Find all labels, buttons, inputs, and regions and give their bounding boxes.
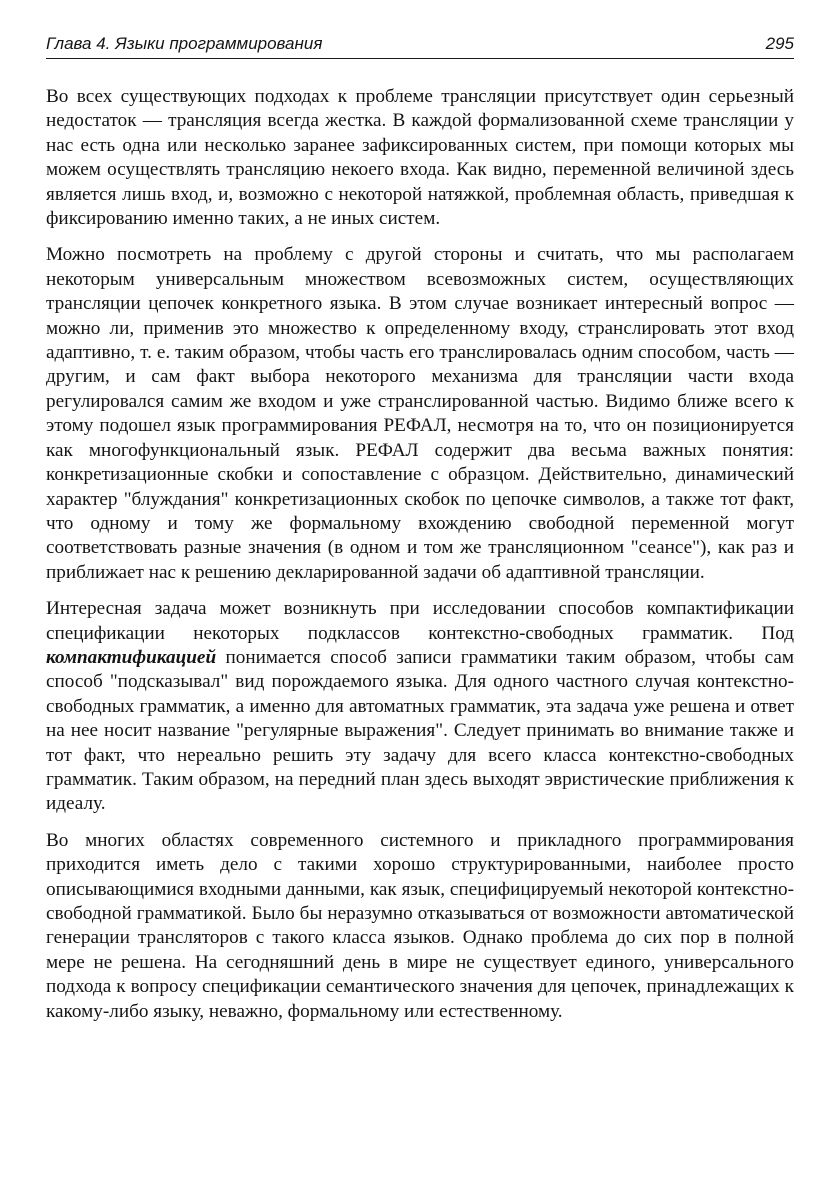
running-head <box>46 34 794 59</box>
chapter-title: Глава 4. Языки программирования <box>46 34 323 53</box>
paragraph-3-start: Интересная задача может возникнуть при исследовании способов компактификации спецификации некоторых подклассов контекстно-свободных грамматик. Под <box>46 598 794 644</box>
page-number: 295 <box>765 34 794 53</box>
defined-term: компактификацией <box>46 646 217 668</box>
paragraph-3 <box>46 597 794 817</box>
paragraph-4: Во многих областях современного системного и прикладного программирования приходится иметь дело с такими хорошо структурированными, наиболее просто описывающимися входными данными, как язык, специфицируемый некоторой контекстно-свободной грамматикой. Было бы неразумно отказываться от возможности автоматической генерации трансляторов с такого класса языков. Однако проблема до сих пор в полной мере не решена. На сегодняшний день в мире не существует единого, универсального подхода к вопросу спецификации семантического значения для цепочек, принадлежащих к какому-либо языку, неважно, формальному или естественному. <box>46 829 794 1022</box>
book-page <box>46 34 794 1036</box>
body-text <box>46 85 794 1024</box>
paragraph-2: Можно посмотреть на проблему с другой стороны и считать, что мы располагаем некоторым универсальным множеством всевозможных систем, осуществляющих трансляции цепочек конкретного языка. В этом случае возникает интересный вопрос — можно ли, применив это множество к определенному входу, странслировать этот вход адаптивно, т. е. таким образом, чтобы часть его транслировалась одним способом, часть — другим, и сам факт выбора некоторого механизма для трансляции части входа регулировался самим же входом и уже странслированной частью. Видимо ближе всего к этому подошел язык программирования РЕФАЛ, несмотря на то, что он позиционируется как многофункциональный язык. РЕФАЛ содержит два весьма важных понятия: конкретизационные скобки и сопоставление с образцом. Действительно, динамический характер "блуждания" конкретизационных скобок по цепочке символов, а также тот факт, что одному и тому же формальному вхождению свободной переменной могут соответствовать разные значения (в одном и том же трансляционном "сеансе"), как раз и приближает нас к решению декларированной задачи об адаптивной трансляции. <box>46 244 794 583</box>
paragraph-3-end: понимается способ записи грамматики таким образом, чтобы сам способ "подсказывал" вид порождаемого языка. Для одного частного случая контекстно-свободных грамматик, а именно для автоматных грамматик, эта задача уже решена и ответ на нее носит название "регулярные выражения". Следует принимать во внимание также и тот факт, что нереально решить эту задачу для всего класса контекстно-свободных грамматик. Таким образом, на передний план здесь выходят эвристические приближения к идеалу. <box>46 646 794 815</box>
paragraph-1: Во всех существующих подходах к проблеме трансляции присутствует один серьезный недостаток — трансляция всегда жестка. В каждой формализованной схеме трансляции у нас есть одна или несколько заранее зафиксированных систем, при помощи которых мы можем осуществлять трансляцию некоего входа. Как видно, переменной величиной здесь является лишь вход, и, возможно с некоторой натяжкой, проблемная область, приведшая к фиксированию именно таких, а не иных систем. <box>46 86 794 230</box>
